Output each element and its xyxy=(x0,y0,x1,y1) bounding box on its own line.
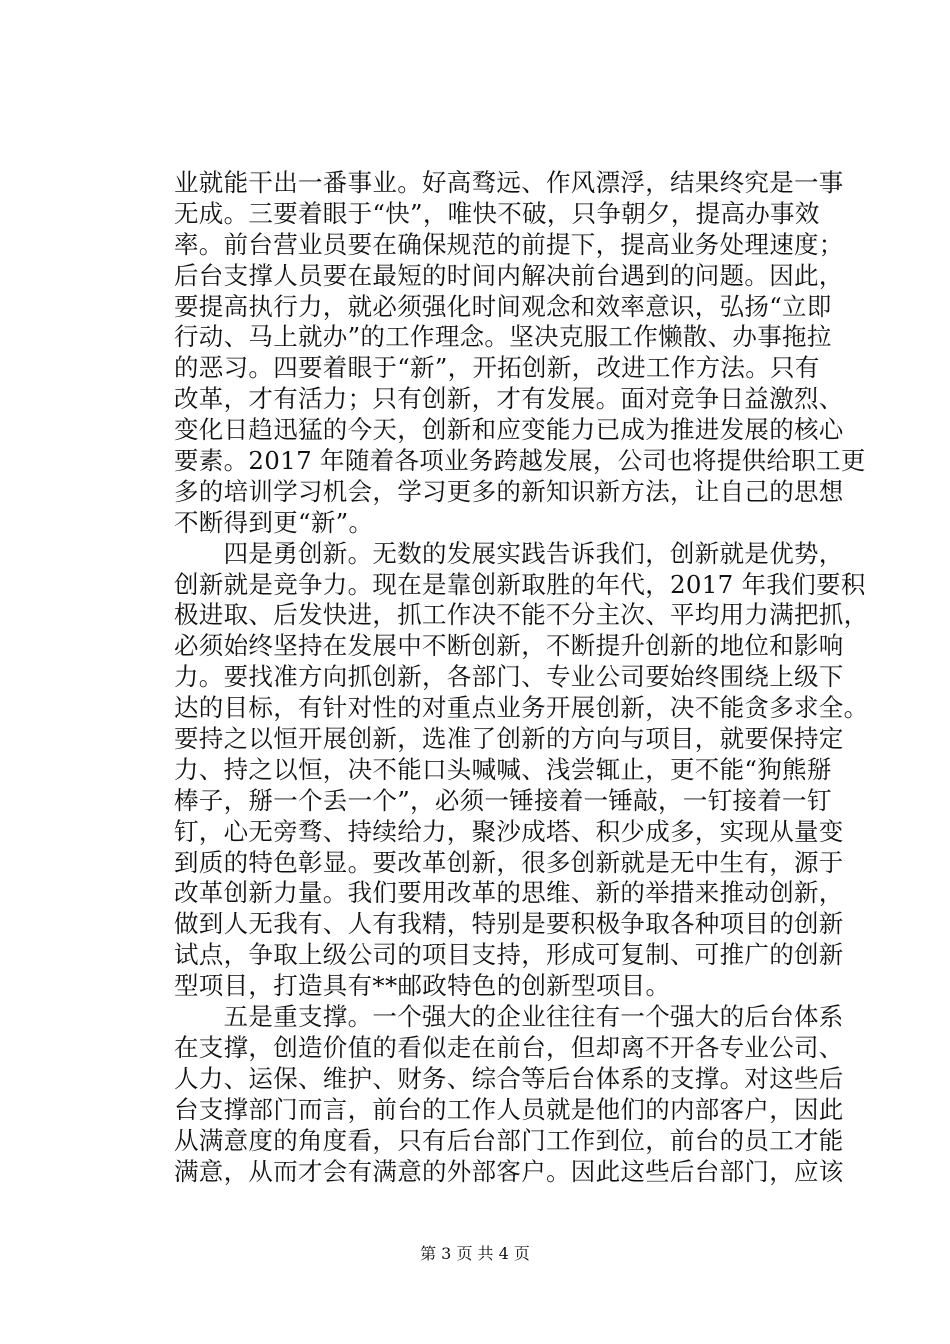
text-line: 型项目，打造具有**邮政特色的创新型项目。 xyxy=(174,971,671,1001)
text-line: 要提高执行力，就必须强化时间观念和效率意识，弘扬“立即 xyxy=(174,291,832,321)
text-line: 创新就是竞争力。现在是靠创新取胜的年代，2017 年我们要积 xyxy=(174,569,866,599)
text-line: 钉，心无旁骛、持续给力，聚沙成塔、积少成多，实现从量变 xyxy=(174,816,844,846)
text-line: 达的目标，有针对性的对重点业务开展创新，决不能贪多求全。 xyxy=(174,693,869,723)
text-line: 要素。2017 年随着各项业务跨越发展，公司也将提供给职工更 xyxy=(174,446,866,476)
text-line: 要持之以恒开展创新，选准了创新的方向与项目，就要保持定 xyxy=(174,724,844,754)
text-line: 棒子，掰一个丢一个”，必须一锤接着一锤敲，一钉接着一钉 xyxy=(174,785,832,815)
text-line: 力。要找准方向抓创新，各部门、专业公司要始终围绕上级下 xyxy=(174,662,844,692)
text-line: 满意，从而才会有满意的外部客户。因此这些后台部门，应该 xyxy=(174,1156,844,1186)
text-line: 做到人无我有、人有我精，特别是要积极争取各种项目的创新 xyxy=(174,909,844,939)
text-line: 不断得到更“新”。 xyxy=(174,507,374,537)
text-line: 从满意度的角度看，只有后台部门工作到位，前台的员工才能 xyxy=(174,1125,844,1155)
text-line: 变化日趋迅猛的今天，创新和应变能力已成为推进发展的核心 xyxy=(174,415,844,445)
text-line: 到质的特色彰显。要改革创新，很多创新就是无中生有，源于 xyxy=(174,847,844,877)
text-line: 人力、运保、维护、财务、综合等后台体系的支撑。对这些后 xyxy=(174,1063,844,1093)
text-line: 行动、马上就办”的工作理念。坚决克服工作懒散、办事拖拉 xyxy=(174,322,832,352)
text-line: 必须始终坚持在发展中不断创新，不断提升创新的地位和影响 xyxy=(174,631,844,661)
text-line: 极进取、后发快进，抓工作决不能不分主次、平均用力满把抓， xyxy=(174,600,869,630)
text-line: 无成。三要着眼于“快”，唯快不破，只争朝夕，提高办事效 xyxy=(174,198,820,228)
text-line: 改革创新力量。我们要用改革的思维、新的举措来推动创新， xyxy=(174,878,844,908)
text-line: 力、持之以恒，决不能口头喊喊、浅尝辄止，更不能“狗熊掰 xyxy=(174,754,832,784)
text-line: 业就能干出一番事业。好高骛远、作风漂浮，结果终究是一事 xyxy=(174,168,844,197)
text-line: 四是勇创新。无数的发展实践告诉我们，创新就是优势， xyxy=(174,538,844,568)
text-line: 多的培训学习机会，学习更多的新知识新方法，让自己的思想 xyxy=(174,476,844,506)
text-line: 后台支撑人员要在最短的时间内解决前台遇到的问题。因此， xyxy=(174,260,844,290)
text-line: 改革，才有活力；只有创新，才有发展。面对竞争日益激烈、 xyxy=(174,384,844,414)
text-line: 台支撑部门而言，前台的工作人员就是他们的内部客户，因此 xyxy=(174,1094,844,1124)
text-line: 率。前台营业员要在确保规范的前提下，提高业务处理速度； xyxy=(174,229,844,259)
text-line: 五是重支撑。一个强大的企业往往有一个强大的后台体系 xyxy=(174,1002,844,1032)
document-body xyxy=(174,168,869,1187)
page-number: 第 3 页 共 4 页 xyxy=(420,1244,530,1263)
text-line: 的恶习。四要着眼于“新”，开拓创新，改进工作方法。只有 xyxy=(174,353,820,383)
text-line: 在支撑，创造价值的看似走在前台，但却离不开各专业公司、 xyxy=(174,1032,844,1062)
text-line: 试点，争取上级公司的项目支持，形成可复制、可推广的创新 xyxy=(174,940,844,970)
